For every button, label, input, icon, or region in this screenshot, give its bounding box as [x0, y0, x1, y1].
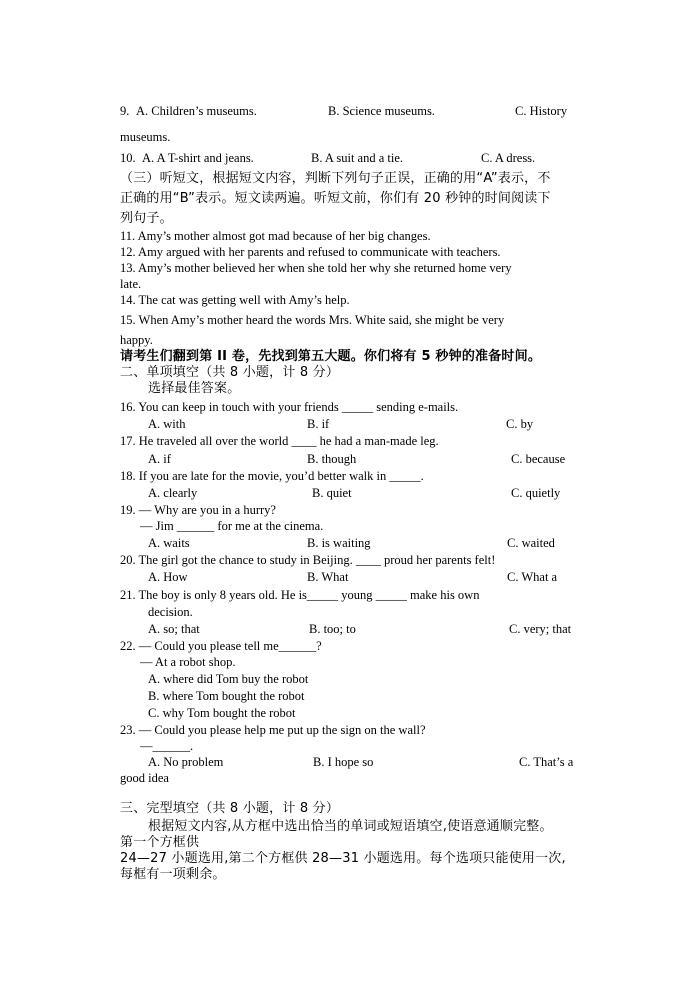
question-number: 10. [120, 151, 136, 165]
option-b: B. quiet [312, 486, 352, 500]
section-notice: 请考生们翻到第 II 卷，先找到第五大题。你们将有 5 秒钟的准备时间。 [120, 349, 542, 364]
question-21-stem2: decision. [148, 605, 193, 619]
question-22-option-b: B. where Tom bought the robot [148, 689, 305, 703]
question-18-stem: 18. If you are late for the movie, you’d better walk in _____. [120, 469, 424, 483]
section3-instruction-line1: 根据短文内容,从方框中选出恰当的单词或短语填空,使语意通顺完整。 [148, 819, 553, 834]
question-22-stem: 22. — Could you please tell me______? [120, 639, 322, 653]
question-22-stem2: — At a robot shop. [140, 655, 236, 669]
section2-title: 二、单项填空（共 8 小题，计 8 分） [120, 365, 340, 380]
option-a: A. A T-shirt and jeans. [142, 151, 254, 165]
statement-15: 15. When Amy’s mother heard the words Mrs. White said, she might be very [120, 313, 505, 327]
question-22-option-c: C. why Tom bought the robot [148, 706, 296, 720]
option-a: A. clearly [148, 486, 198, 500]
option-a: A. waits [148, 536, 190, 550]
question-9-continued: museums. [120, 130, 171, 144]
question-22-option-a: A. where did Tom buy the robot [148, 672, 309, 686]
statement-13: 13. Amy’s mother believed her when she told her why she returned home very [120, 261, 512, 275]
option-a: A. No problem [148, 755, 224, 769]
question-number: 9. [120, 104, 130, 118]
statement-11: 11. Amy’s mother almost got mad because of her big changes. [120, 229, 431, 243]
option-b: B. Science museums. [328, 104, 435, 118]
option-a: A. Children’s museums. [136, 104, 257, 118]
question-23-stem: 23. — Could you please help me put up the sign on the wall? [120, 723, 426, 737]
part3-instruction-line3: 列句子。 [120, 211, 173, 226]
option-a: A. if [148, 452, 171, 466]
question-23-continued: good idea [120, 771, 169, 785]
section3-instruction-line3: 24—27 小题选用,第二个方框供 28—31 小题选用。每个选项只能使用一次, [120, 851, 566, 866]
option-c: C. A dress. [481, 151, 536, 165]
option-c: C. because [511, 452, 566, 466]
option-b: B. What [307, 570, 349, 584]
question-21-stem: 21. The boy is only 8 years old. He is_____ young _____ make his own [120, 588, 480, 602]
option-c: C. History [515, 104, 568, 118]
section3-title: 三、完型填空（共 8 小题，计 8 分） [120, 801, 340, 816]
option-b: B. if [307, 417, 330, 431]
question-19-stem: 19. — Why are you in a hurry? [120, 503, 276, 517]
option-b: B. though [307, 452, 357, 466]
option-c: C. What a [507, 570, 558, 584]
part3-instruction-line2: 正确的用“B”表示。短文读两遍。听短文前，你们有 20 秒钟的时间阅读下 [120, 191, 551, 206]
option-c: C. very; that [509, 622, 572, 636]
statement-14: 14. The cat was getting well with Amy’s help. [120, 293, 350, 307]
section2-instruction: 选择最佳答案。 [148, 381, 241, 396]
option-c: C. by [506, 417, 534, 431]
option-b: B. I hope so [313, 755, 374, 769]
statement-12: 12. Amy argued with her parents and refused to communicate with teachers. [120, 245, 501, 259]
option-c: C. waited [507, 536, 555, 550]
question-20-stem: 20. The girl got the chance to study in Beijing. ____ proud her parents felt! [120, 553, 496, 567]
question-23-stem2: —______. [140, 739, 194, 753]
question-17-stem: 17. He traveled all over the world ____ he had a man-made leg. [120, 434, 439, 448]
section3-instruction-line2: 第一个方框供 [120, 835, 200, 850]
statement-15-continued: happy. [120, 333, 153, 347]
question-19-stem2: — Jim ______ for me at the cinema. [140, 519, 324, 533]
statement-13-continued: late. [120, 277, 142, 291]
option-b: B. is waiting [307, 536, 371, 550]
section3-instruction-line4: 每框有一项剩余。 [120, 867, 226, 882]
option-a: A. How [148, 570, 188, 584]
part3-instruction-line1: （三）听短文，根据短文内容，判断下列句子正误，正确的用“A”表示，不 [120, 171, 551, 186]
option-c: C. That’s a [519, 755, 574, 769]
option-b: B. too; to [309, 622, 356, 636]
option-a: A. with [148, 417, 186, 431]
option-a: A. so; that [148, 622, 200, 636]
question-16-stem: 16. You can keep in touch with your friends _____ sending e-mails. [120, 400, 459, 414]
option-b: B. A suit and a tie. [311, 151, 404, 165]
option-c: C. quietly [511, 486, 561, 500]
